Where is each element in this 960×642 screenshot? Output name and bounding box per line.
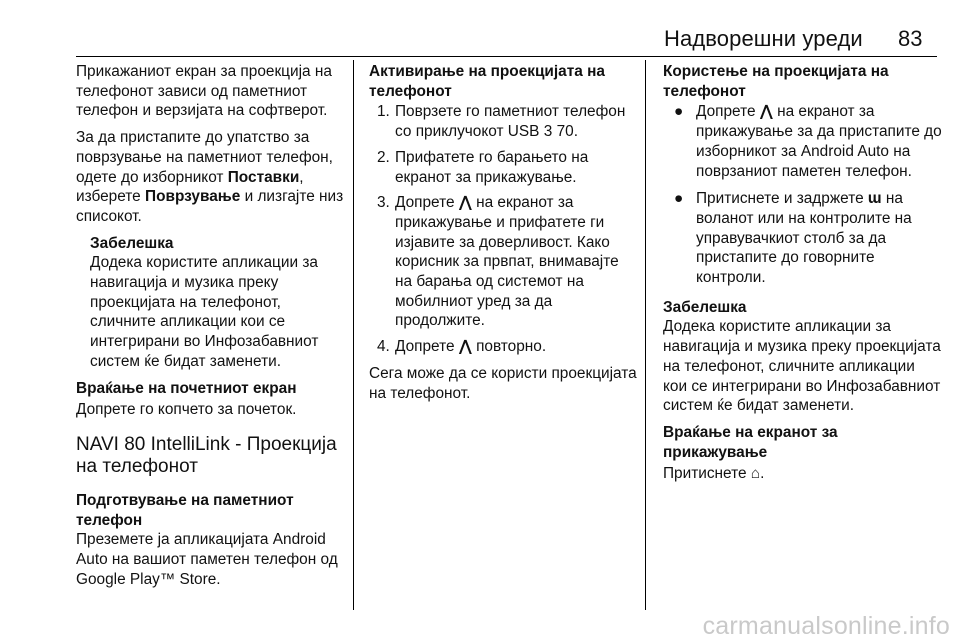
column-2: [369, 62, 637, 410]
paragraph: Допрете го копчето за почеток.: [76, 401, 297, 419]
step-text: Прифатете го барањето на екранот за прикажување.: [395, 148, 589, 186]
paragraph: Прикажаниот екран за проекција на телефонот зависи од паметниот телефон и верзијата на софтверот.: [76, 63, 332, 120]
paragraph: [76, 128, 344, 227]
list-item: [369, 193, 637, 331]
step-number: 4.: [377, 338, 390, 356]
column-3: [663, 62, 943, 491]
steps-list: [369, 102, 637, 356]
list-item: [369, 148, 637, 187]
section-heading: Подготвување на паметниот телефон: [76, 491, 294, 529]
step-text: повторно.: [471, 338, 547, 356]
note-text: Додека користите апликации за навигација и музика преку проекцијата на телефонот, сличните апликации кои се интегрирани во Инфозабавниот систем ќе бидат заменети.: [663, 318, 941, 415]
home-up-icon: ⋀: [458, 194, 472, 212]
text: За да пристапите до упатство за поврзување на паметниот телефон, одете до изборникот: [76, 129, 333, 186]
note-block: [76, 234, 344, 372]
section-heading: Активирање на проекцијата на телефонот: [369, 63, 605, 100]
step-number: 1.: [377, 103, 390, 121]
bullet-text: на екранот за прикажување за да пристапите до изборникот за Android Auto на поврзаниот паметен телефон.: [696, 103, 942, 180]
page-number: 83: [898, 26, 923, 51]
voice-control-icon: ɯ: [867, 190, 882, 208]
column-1: [76, 62, 344, 596]
bullet-text: Допрете: [696, 103, 760, 121]
home-up-icon: ⋀: [458, 338, 472, 356]
bullet-text: Притиснете и задржете: [696, 190, 868, 208]
text: .: [760, 465, 765, 483]
bullet-icon: ●: [674, 103, 684, 121]
list-item: [663, 189, 943, 288]
bullet-list: [663, 102, 943, 287]
page-title: Надворешни уреди: [664, 26, 863, 51]
paragraph: [663, 464, 943, 484]
page-header: [0, 0, 960, 60]
bullet-text: на воланот или на контролите на управувачкиот столб за да пристапите до говорните контроли.: [696, 190, 912, 287]
step-text: на екранот за прикажување и прифатете ги изјавите за доверливост. Како корисник за првпат, внимавајте на барања од системот на мобилниот уред за да продолжите.: [395, 194, 619, 330]
list-item: [663, 102, 943, 181]
note-block: [663, 298, 943, 416]
column-divider: [645, 60, 646, 610]
note-text: Додека користите апликации за навигација и музика преку проекцијата на телефонот, сличните апликации кои се интегрирани во Инфозабавниот систем ќе бидат заменети.: [90, 254, 319, 370]
text: Притиснете: [663, 465, 751, 483]
list-item: [369, 102, 637, 141]
paragraph: Преземете ја апликацијата Android Auto на вашиот паметен телефон од Google Play™ Store.: [76, 531, 338, 588]
note-title: Забелешка: [90, 234, 174, 252]
step-number: 3.: [377, 194, 390, 212]
text: , изберете: [76, 168, 304, 206]
text: и лизгајте низ списокот.: [76, 188, 344, 225]
header-divider: [76, 56, 937, 57]
column-divider: [353, 60, 354, 610]
page-reference: 3 70.: [543, 123, 578, 141]
section-heading: Враќање на екранот за прикажување: [663, 423, 838, 461]
step-text: Поврзете го паметниот телефон со приклучокот USB: [395, 103, 626, 141]
list-item: [369, 337, 637, 357]
step-text: Допрете: [395, 194, 459, 212]
paragraph: Сега може да се користи проекцијата на телефонот.: [369, 364, 637, 402]
watermark: carmanualsonline.info: [702, 612, 950, 640]
chapter-heading: NAVI 80 IntelliLink - Проекција на телефонот: [76, 433, 337, 477]
menu-name-connection: Поврзување: [145, 188, 241, 206]
section-heading: Користење на проекцијата на телефонот: [663, 63, 889, 100]
bullet-icon: ●: [674, 190, 684, 208]
menu-name-settings: Поставки: [227, 168, 300, 186]
note-title: Забелешка: [663, 298, 747, 316]
step-text: Допрете: [395, 338, 459, 356]
section-heading: Враќање на почетниот екран: [76, 379, 297, 397]
step-number: 2.: [377, 148, 390, 166]
home-icon: ⌂: [750, 465, 761, 483]
home-up-icon: ⋀: [759, 103, 773, 121]
